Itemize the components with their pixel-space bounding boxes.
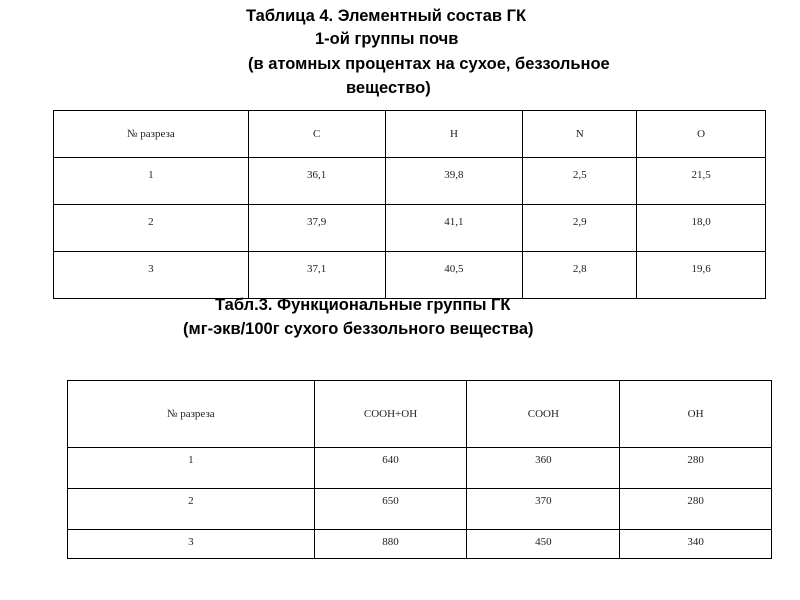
cell-oh: 280 (620, 489, 772, 530)
table1-title-line2: 1-ой группы почв (315, 30, 459, 48)
header-cell-section: № разреза (54, 111, 249, 158)
cell-o: 18,0 (637, 205, 766, 252)
table2-title-line1: Табл.3. Функциональные группы ГК (215, 296, 511, 314)
table-row (68, 448, 772, 489)
cell-o: 19,6 (637, 252, 766, 299)
cell-cooh-oh: 880 (314, 530, 467, 559)
cell-section: 1 (54, 158, 249, 205)
table-row (54, 252, 766, 299)
cell-h: 40,5 (385, 252, 523, 299)
cell-section: 3 (54, 252, 249, 299)
cell-oh: 280 (620, 448, 772, 489)
cell-section: 2 (68, 489, 315, 530)
cell-n: 2,5 (523, 158, 637, 205)
cell-cooh: 370 (467, 489, 620, 530)
header-cell-section: № разреза (68, 381, 315, 448)
cell-cooh: 450 (467, 530, 620, 559)
table2-title-line2: (мг-экв/100г сухого беззольного вещества) (183, 320, 534, 338)
cell-h: 39,8 (385, 158, 523, 205)
table-row (54, 205, 766, 252)
cell-section: 1 (68, 448, 315, 489)
cell-c: 37,1 (248, 252, 385, 299)
cell-section: 3 (68, 530, 315, 559)
cell-n: 2,8 (523, 252, 637, 299)
cell-oh: 340 (620, 530, 772, 559)
table-row (68, 489, 772, 530)
cell-cooh: 360 (467, 448, 620, 489)
header-cell-n: N (523, 111, 637, 158)
table-header-row (68, 381, 772, 448)
cell-n: 2,9 (523, 205, 637, 252)
cell-c: 37,9 (248, 205, 385, 252)
elemental-composition-table (53, 110, 766, 299)
cell-cooh-oh: 640 (314, 448, 467, 489)
header-cell-h: Н (385, 111, 523, 158)
cell-o: 21,5 (637, 158, 766, 205)
header-cell-oh: ОН (620, 381, 772, 448)
header-cell-cooh: СООН (467, 381, 620, 448)
header-cell-c: С (248, 111, 385, 158)
table-row (54, 158, 766, 205)
table1-title-line3: (в атомных процентах на сухое, беззольное (248, 55, 610, 73)
header-cell-o: O (637, 111, 766, 158)
table1-title-line4: вещество) (346, 79, 431, 97)
table1-title-line1: Таблица 4. Элементный состав ГК (246, 7, 527, 25)
cell-cooh-oh: 650 (314, 489, 467, 530)
table-row (68, 530, 772, 559)
cell-section: 2 (54, 205, 249, 252)
table-header-row (54, 111, 766, 158)
functional-groups-table (67, 380, 772, 559)
cell-h: 41,1 (385, 205, 523, 252)
cell-c: 36,1 (248, 158, 385, 205)
header-cell-cooh-oh: СООН+ОН (314, 381, 467, 448)
